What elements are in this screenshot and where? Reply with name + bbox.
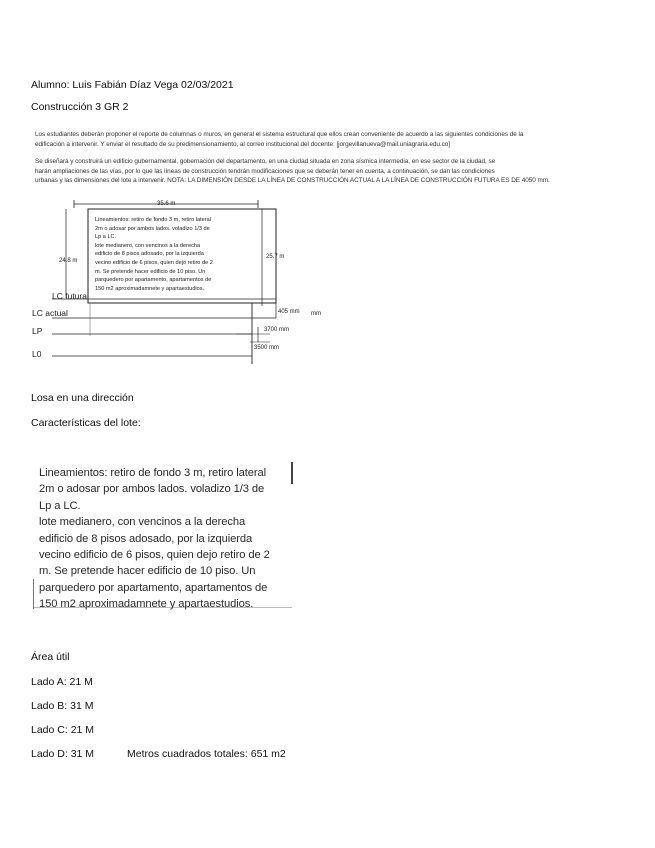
dim-lo-label: 3500 mm [254,345,280,351]
lado-a: Lado A: 21 M [31,676,93,688]
lado-c: Lado C: 21 M [31,724,95,736]
characteristics-line: edificio de 8 pisos adosado, por la izquierda [39,532,253,545]
lc-actual-label: LC actual [32,308,68,318]
characteristics-line: 150 m2 aproximadamnete y apartaestudios. [39,598,254,611]
total-area: Metros cuadrados totales: 651 m2 [127,748,286,760]
dim-right-label: 25.7 m [266,254,285,260]
area-heading: Área útil [31,651,70,663]
losa-heading: Losa en una dirección [31,392,134,404]
course-title: Construcción 3 GR 2 [31,101,129,113]
image-edge [33,579,34,609]
sketch-note-line: Lineamientos: retiro de fondo 3 m, retiro lateral [95,217,211,223]
lp-label: LP [32,326,43,336]
instructions-line: harán ampliaciones de las vías, por lo que las líneas de construcción tendrán modificaciones que se deberán tener en cuenta, a continuación, se dan las condiciones [35,167,495,175]
instructions-paragraph-2 [35,157,550,186]
instructions-line: Los estudiantes deberán proponer el reporte de columnas o muros, en general el sistema estructural que ellos crean conveniente de acuerdo a las siguientes condiciones de la [35,131,524,138]
instructions-line: edificación a intervenir. Y enviar el resultado de su predimensionamiento, al correo institucional del docente: [jorgevillanueva@mail.uniagraria.edu.co] [35,140,450,148]
characteristics-line: Lp a LC. [39,499,81,512]
sketch-note-line: edificio de 8 pisos adosado, por la izquierda [95,251,204,258]
dim-left-label: 24.8 m [59,258,78,264]
lot-characteristics-text [39,465,270,613]
characteristics-line: Lineamientos: retiro de fondo 3 m, retiro lateral [39,467,267,479]
instructions-line: Se diseñará y construirá un edificio gubernamental, gobernación del departamento, en una ciudad situada en zona sísmica intermedia, en ese sector de la ciudad, se [35,158,496,165]
characteristics-line: lote medianero, con vencinos a la derecha [39,516,246,529]
instructions-paragraph-1 [35,130,523,149]
sketch-note-line: parquedero por apartamento, apartamentos de [95,277,212,284]
sketch-note [95,216,213,293]
dim-lc-unit: mm [311,311,321,317]
lot-sketch [30,196,330,366]
characteristics-line: parquedero por apartamento, apartamentos de [39,581,268,594]
student-line: Alumno: Luis Fabián Díaz Vega 02/03/2021 [31,79,234,91]
sketch-note-line: vecino edificio de 6 pisos, quien dejo retiro de 2 [95,259,213,266]
lc-futura-label: LC futura [52,291,87,301]
characteristics-line: m. Se pretende hacer edificio de 10 piso. Un [39,565,256,578]
characteristics-line: 2m o adosar por ambos lados. voladizo 1/3 de [39,483,265,496]
lado-b: Lado B: 31 M [31,700,94,712]
sketch-note-line: 150 m2 aproximadamnete y apartaestudios. [95,285,205,292]
dim-top-label: 35.6 m [157,201,176,207]
sketch-note-line: m. Se pretende hacer edificio de 10 piso. Un [95,268,206,275]
caracteristicas-heading: Características del lote: [31,417,141,429]
characteristics-line: vecino edificio de 6 pisos, quien dejo retiro de 2 [39,549,270,562]
lo-label: L0 [32,349,42,359]
dim-lp-label: 3700 mm [264,327,290,333]
lado-d: Lado D: 31 M [31,748,95,760]
instructions-line: urbanas y las dimensiones del lote a intervenir. NOTA: LA DIMENSIÓN DESDE LA LÍNEA DE CONSTRUCCIÓN ACTUAL A LA LÍNEA DE CONSTRUCCIÓN FUTURA ES DE 4050 mm. [35,177,550,184]
image-edge [291,462,293,484]
dim-lc-label: 405 mm [278,309,300,315]
sketch-note-line: 2m o adosar por ambos lados. voladizo 1/3 de [95,225,210,232]
lot-characteristics-image [31,459,293,609]
sketch-note-line: lote medianero, con vencinos a la derecha [95,242,201,249]
sketch-note-line: Lp a LC. [95,234,117,241]
